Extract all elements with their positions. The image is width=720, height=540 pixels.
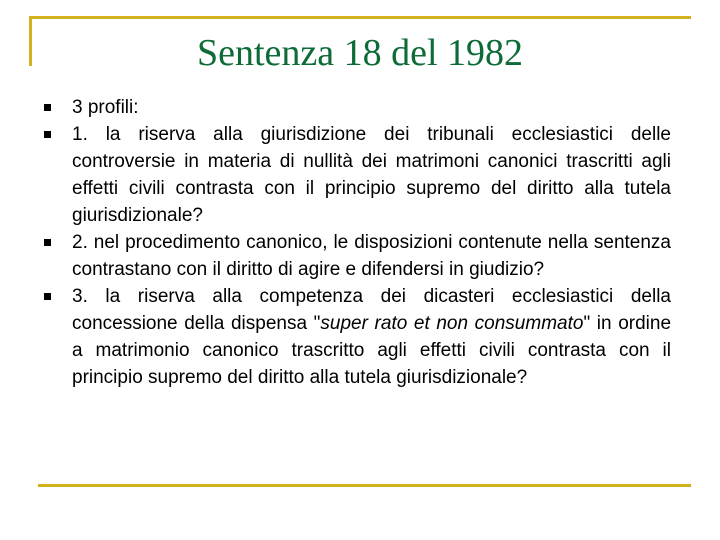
frame-bottom-rule bbox=[38, 484, 691, 487]
square-bullet-icon bbox=[44, 293, 51, 300]
bullet-item bbox=[44, 121, 671, 229]
bullet-text: 3 profili: bbox=[72, 97, 139, 118]
bullet-item bbox=[44, 229, 671, 283]
bullet-text: 2. nel procedimento canonico, le disposizioni contenute nella sentenza contrastano con il diritto di agire e difendersi in giudizio? bbox=[72, 232, 671, 280]
bullet-item bbox=[44, 94, 671, 121]
bullet-text-italic: super rato et non consummato bbox=[320, 313, 584, 334]
bullet-item bbox=[44, 283, 671, 391]
square-bullet-icon bbox=[44, 104, 51, 111]
bullet-text: 1. la riserva alla giurisdizione dei tribunali ecclesiastici delle controversie in materia di nullità dei matrimoni canonici trascritti agli effetti civili contrasta con il principio supremo del diritto alla tutela giurisdizionale? bbox=[72, 124, 671, 226]
bullet-text-end: " in ordine a matrimonio canonico trascritto agli effetti civili contrasta con il principio supremo del diritto alla tutela giurisdizionale? bbox=[72, 313, 672, 388]
bullet-text-start: 3. la riserva alla competenza dei dicasteri ecclesiastici della concessione della dispensa " bbox=[72, 286, 671, 334]
slide-title: Sentenza 18 del 1982 bbox=[196, 32, 524, 74]
square-bullet-icon bbox=[44, 239, 51, 246]
frame-top-rule bbox=[29, 16, 691, 19]
square-bullet-icon bbox=[44, 131, 51, 138]
bullet-list bbox=[44, 94, 671, 391]
